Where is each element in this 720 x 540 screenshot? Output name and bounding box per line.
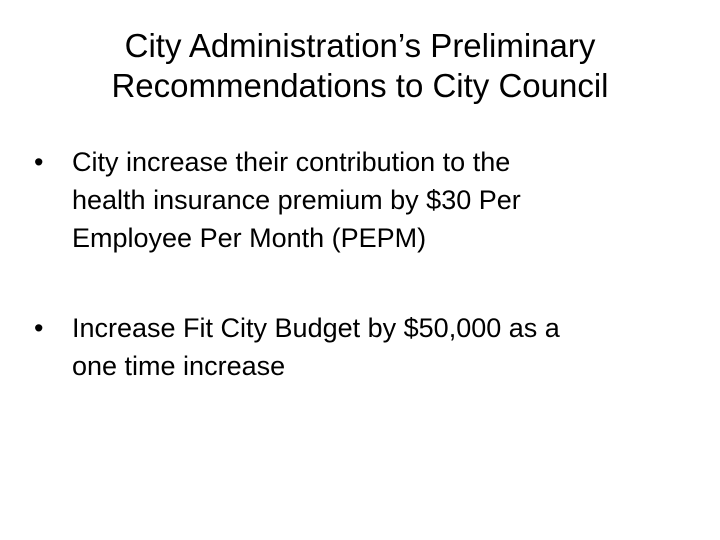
bullet-item-fit-city-budget bbox=[34, 309, 694, 385]
bullet-text-line: Increase Fit City Budget by $50,000 as a bbox=[72, 313, 560, 343]
bullet-text-line: one time increase bbox=[72, 351, 286, 381]
bullet-item-health-insurance bbox=[34, 143, 694, 257]
bullet-icon: • bbox=[34, 147, 44, 177]
slide-title bbox=[20, 26, 700, 106]
bullet-text-line: health insurance premium by $30 Per bbox=[72, 185, 521, 215]
bullet-text-line: Employee Per Month (PEPM) bbox=[72, 223, 427, 253]
slide-title-line-2: Recommendations to City Council bbox=[111, 67, 609, 104]
slide-title-line-1: City Administration’s Preliminary bbox=[124, 27, 596, 64]
bullet-list bbox=[34, 143, 694, 385]
bullet-icon: • bbox=[34, 313, 44, 343]
bullet-text-line: City increase their contribution to the bbox=[72, 147, 511, 177]
